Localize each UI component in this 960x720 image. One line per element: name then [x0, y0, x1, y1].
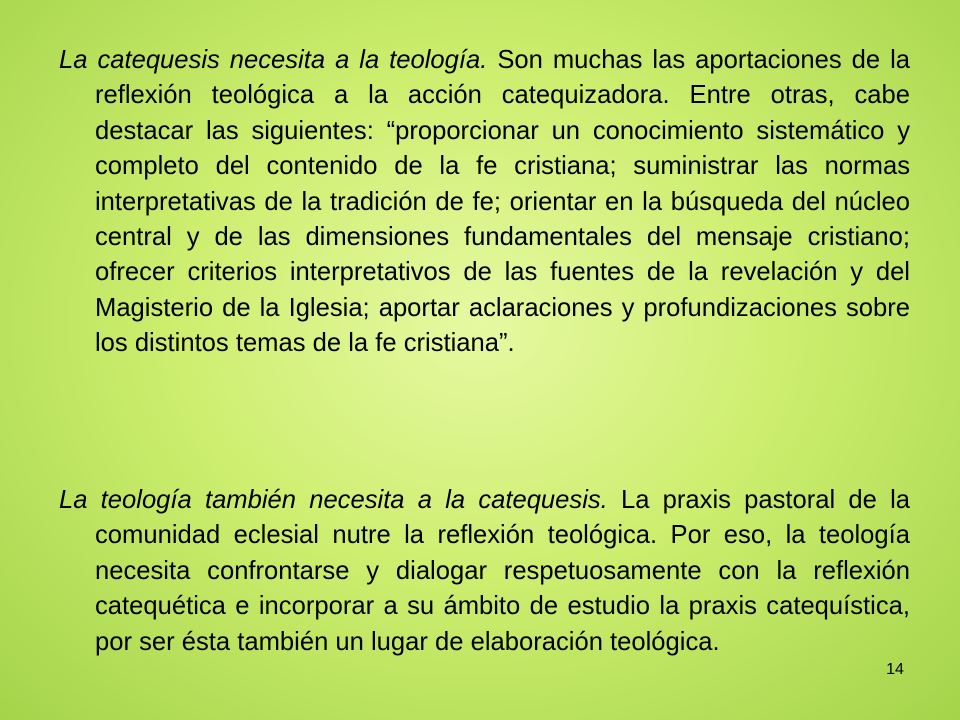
page-number: 14 [886, 661, 904, 678]
paragraph-body: Son muchas las aportaciones de la reflexión teológica a la acción catequizadora. Entre otras, cabe destacar las siguientes: “proporcionar un conocimiento sistemático y completo del contenido de la fe cristiana; suministrar las normas interpretativas de la tradición de fe; orientar en la búsqueda del núcleo central y de las dimensiones fundamentales del mensaje cristiano; ofrecer criterios interpretativos de las fuentes de la revelación y del Magisterio de la Iglesia; aportar aclaraciones y profundizaciones sobre los distintos temas de la fe cristiana”. [95, 46, 910, 358]
paragraph-body: La praxis pastoral de la comunidad eclesial nutre la reflexión teológica. Por eso, la teología necesita confrontarse y dialogar respetuosamente con la reflexión catequética e incorporar a su ámbito de estudio la praxis catequística, por ser ésta también un lugar de elaboración teológica. [95, 486, 911, 656]
paragraph-lead-italic: La teología también necesita a la catequesis. [59, 486, 608, 514]
paragraph-teologia-necesita-catequesis [59, 483, 910, 660]
paragraph-catequesis-necesita-teologia [59, 43, 910, 362]
paragraph-lead-italic: La catequesis necesita a la teología. [59, 46, 488, 74]
